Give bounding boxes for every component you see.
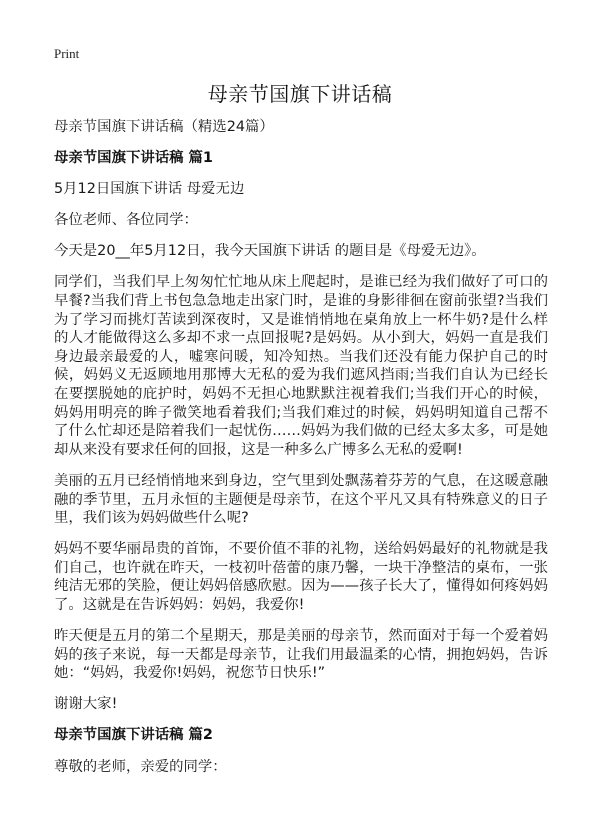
section-2 (54, 726, 548, 776)
paragraph: 今天是20__年5月12日，我今天国旗下讲话 的题目是《母爱无边》。 (54, 243, 486, 260)
closing: 谢谢大家! (54, 696, 118, 713)
section-heading: 母亲节国旗下讲话稿 篇1 (54, 150, 213, 167)
paragraph: 美丽的五月已经悄悄地来到身边，空气里到处飘荡着芬芳的气息，在这暖意融融的季节里，五月永恒的主题便是母亲节，在这个平凡又具有特殊意义的日子里，我们该为妈妈做些什么呢? (54, 472, 548, 527)
greeting: 尊敬的老师，亲爱的同学： (54, 758, 227, 775)
paragraph: 妈妈不要华丽昂贵的首饰，不要价值不菲的礼物，送给妈妈最好的礼物就是我们自己，也许就在昨天，一枝初叶蓓蕾的康乃馨，一块干净整洁的桌布，一张纯洁无邪的笑脸，便让妈妈倍感欣慰。因为——孩子长大了，懂得如何疼妈妈了。这就是在告诉妈妈：妈妈，我爱你! (54, 541, 548, 613)
document-title: 母亲节国旗下讲话稿 (207, 82, 393, 106)
print-label: Print (54, 46, 80, 61)
paragraph: 同学们，当我们早上匆匆忙忙地从床上爬起时，是谁已经为我们做好了可口的早餐?当我们背上书包急急地走出家门时，是谁的身影徘徊在窗前张望?当我们为了学习而挑灯苦读到深夜时，又是谁悄悄地在桌角放上一杯牛奶?是什么样的人才能做得这么多却不求一点回报呢?是妈妈。从小到大，妈妈一直是我们身边最亲最爱的人，嘘寒问暖，知冷知热。当我们还没有能力保护自己的时候，妈妈义无返顾地用那博大无私的爱为我们遮风挡雨;当我们自认为已经长在要摆脱她的庇护时，妈妈不无担心地默默注视着我们;当我们开心的时候，妈妈用明亮的眸子微笑地看着我们;当我们难过的时候，妈妈明知道自己帮不了什么忙却还是陪着我们一起忧伤……妈妈为我们做的已经太多太多，可是她却从来没有要求任何的回报，这是一种多么广博多么无私的爱啊! (54, 274, 548, 458)
section-1 (54, 149, 548, 714)
section-heading: 母亲节国旗下讲话稿 篇2 (54, 727, 213, 744)
speech-title-line: 5月12日国旗下讲话 母爱无边 (54, 181, 245, 198)
document-subtitle: 母亲节国旗下讲话稿（精选24篇） (54, 119, 274, 135)
document-body (54, 118, 548, 789)
paragraph: 昨天便是五月的第二个星期天，那是美丽的母亲节，然而面对于每一个爱着妈妈的孩子来说，每一天都是母亲节，让我们用最温柔的心情，拥抱妈妈，告诉她：“妈妈，我爱你!妈妈，祝您节日快乐!” (54, 628, 548, 682)
greeting: 各位老师、各位同学： (54, 212, 198, 229)
